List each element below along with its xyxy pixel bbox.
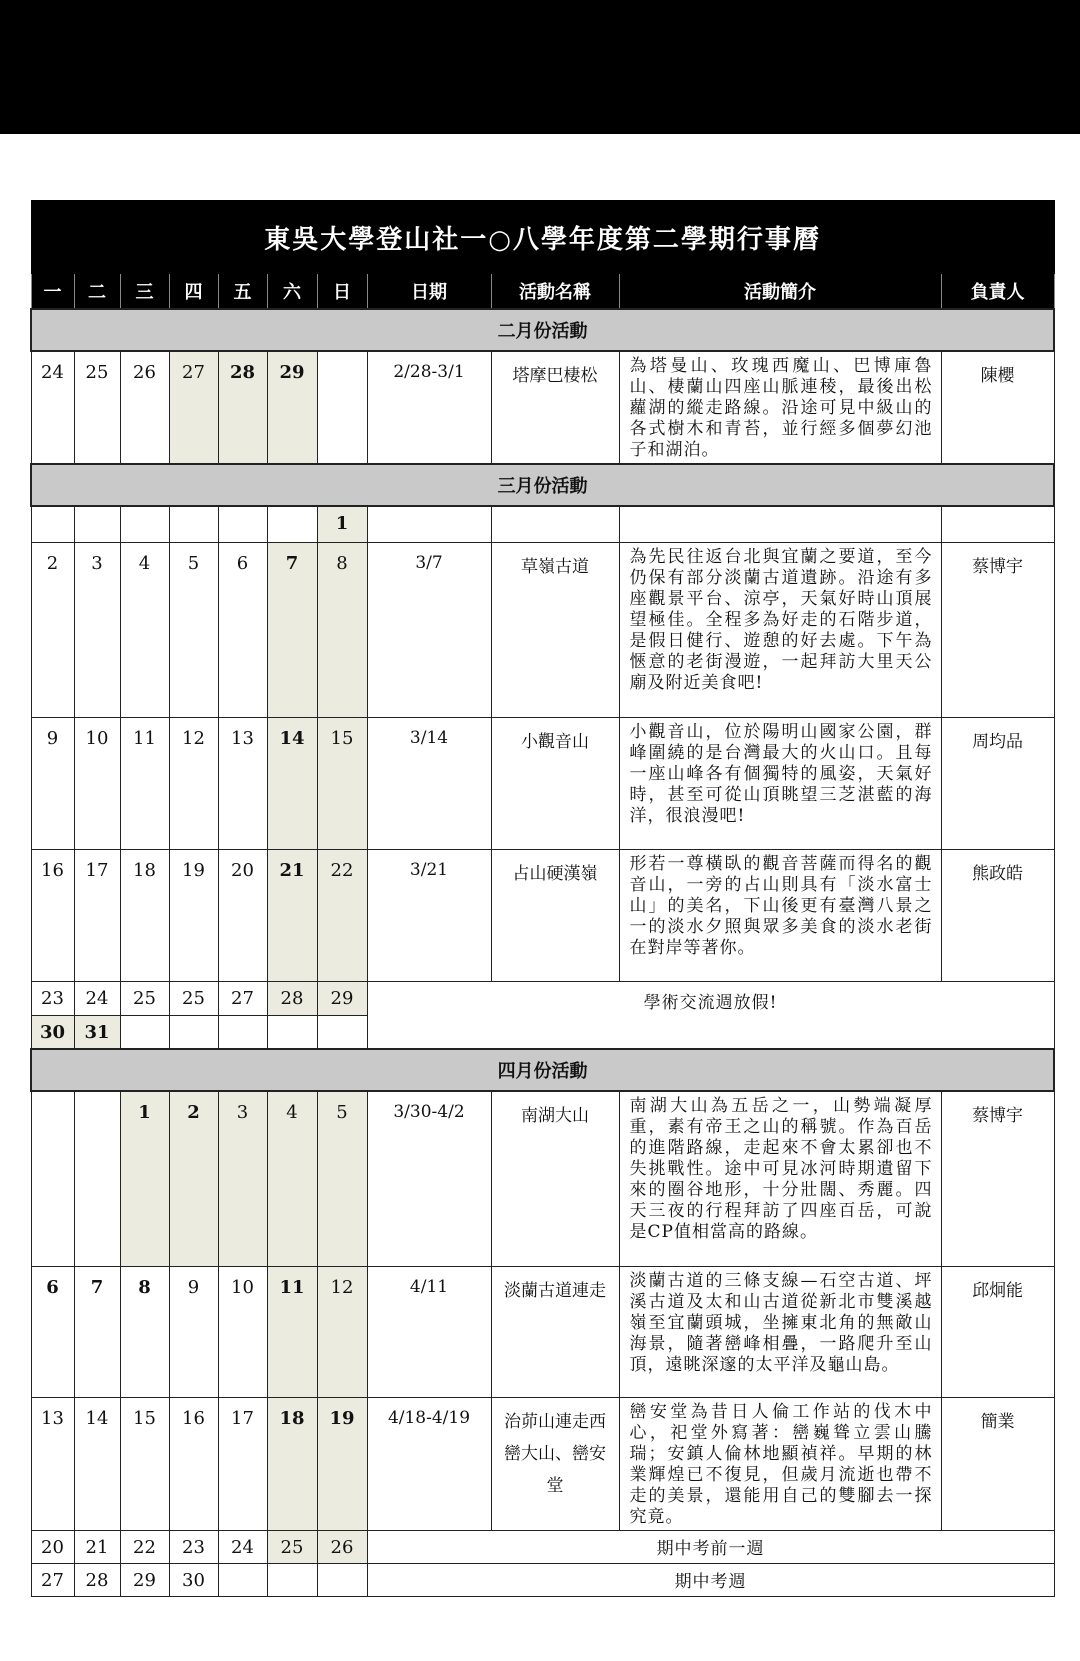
header-activity-name: 活動名稱 [491,274,619,310]
day-cell: 14 [74,1397,120,1530]
day-cell: 19 [317,1397,367,1530]
activity-date [367,506,491,542]
activity-name [491,506,619,542]
day-cell: 7 [74,1266,120,1397]
activity-desc: 為先民往返台北與宜蘭之要道，至今仍保有部分淡蘭古道遺跡。沿途有多座觀景平台、涼亭，天氣好時山頂展望極佳。全程多為好走的石階步道，是假日健行、遊憩的好去處。下午為愜意的老街漫遊，一起拜訪大里天公廟及附近美食吧! [619,542,941,717]
day-cell: 22 [317,849,367,981]
day-cell: 18 [267,1397,317,1530]
activity-name: 草嶺古道 [491,542,619,717]
table-row [31,981,1054,1015]
activity-desc: 小觀音山，位於陽明山國家公園，群峰圍繞的是台灣最大的火山口。且每一座山峰各有個獨特的風姿，天氣好時，甚至可從山頂眺望三芝湛藍的海洋，很浪漫吧! [619,717,941,849]
day-cell [31,506,74,542]
day-cell [120,1015,169,1049]
day-cell: 7 [267,542,317,717]
day-cell [120,506,169,542]
day-cell: 15 [317,717,367,849]
day-cell [267,1563,317,1596]
activity-name: 小觀音山 [491,717,619,849]
day-cell: 12 [169,717,218,849]
day-cell: 19 [169,849,218,981]
day-cell: 1 [317,506,367,542]
day-cell: 17 [74,849,120,981]
header-row [31,274,1054,310]
day-cell [317,1015,367,1049]
header-wed: 三 [120,274,169,310]
table-row [31,542,1054,717]
header-person: 負責人 [941,274,1054,310]
header-date: 日期 [367,274,491,310]
activity-name: 占山硬漢嶺 [491,849,619,981]
day-cell: 30 [31,1015,74,1049]
day-cell: 30 [169,1563,218,1596]
day-cell: 8 [317,542,367,717]
activity-person: 周均品 [941,717,1054,849]
day-cell: 5 [169,542,218,717]
day-cell: 28 [74,1563,120,1596]
month-label-mar: 三月份活動 [31,464,1054,506]
day-cell: 24 [31,351,74,464]
activity-name: 南湖大山 [491,1091,619,1266]
day-cell: 13 [31,1397,74,1530]
day-cell [267,1015,317,1049]
activity-date: 3/14 [367,717,491,849]
table-row [31,1091,1054,1266]
activity-date: 3/7 [367,542,491,717]
header-activity-desc: 活動簡介 [619,274,941,310]
day-cell: 18 [120,849,169,981]
day-cell: 17 [218,1397,267,1530]
day-cell: 20 [31,1530,74,1563]
activity-person: 邱炯能 [941,1266,1054,1397]
day-cell: 23 [31,981,74,1015]
day-cell [31,1091,74,1266]
calendar-table [30,200,1055,1597]
activity-desc: 南湖大山為五岳之一，山勢端凝厚重，素有帝王之山的稱號。作為百岳的進階路線，走起來不會太累卻也不失挑戰性。途中可見冰河時期遺留下來的圈谷地形，十分壯闊、秀麗。四天三夜的行程拜訪了四座百岳，可說是CP值相當高的路線。 [619,1091,941,1266]
day-cell [169,1015,218,1049]
day-cell: 25 [74,351,120,464]
day-cell: 9 [169,1266,218,1397]
activity-person: 蔡博宇 [941,542,1054,717]
activity-date: 2/28-3/1 [367,351,491,464]
table-row [31,1266,1054,1397]
day-cell: 2 [169,1091,218,1266]
activity-person [941,506,1054,542]
day-cell [218,506,267,542]
day-cell: 11 [267,1266,317,1397]
activity-desc [619,506,941,542]
day-cell: 14 [267,717,317,849]
activity-desc: 為塔曼山、玫瑰西魔山、巴博庫魯山、棲蘭山四座山脈連稜，最後出松蘿湖的縱走路線。沿途可見中級山的各式樹木和青苔，並行經多個夢幻池子和湖泊。 [619,351,941,464]
page-title: 東吳大學登山社一○八學年度第二學期行事曆 [31,201,1054,274]
week-note: 期中考前一週 [367,1530,1054,1563]
table-row [31,1397,1054,1530]
activity-name: 塔摩巴棲松 [491,351,619,464]
day-cell: 8 [120,1266,169,1397]
top-black-bar [0,0,1080,134]
header-mon: 一 [31,274,74,310]
day-cell: 3 [218,1091,267,1266]
day-cell: 26 [120,351,169,464]
day-cell: 26 [317,1530,367,1563]
day-cell: 1 [120,1091,169,1266]
day-cell: 24 [74,981,120,1015]
header-tue: 二 [74,274,120,310]
day-cell: 27 [169,351,218,464]
day-cell [317,351,367,464]
day-cell: 24 [218,1530,267,1563]
day-cell [218,1563,267,1596]
day-cell [74,506,120,542]
week-note: 期中考週 [367,1563,1054,1596]
day-cell: 25 [169,981,218,1015]
day-cell: 22 [120,1530,169,1563]
table-row [31,849,1054,981]
day-cell: 27 [31,1563,74,1596]
activity-name: 治茆山連走西巒大山、巒安堂 [491,1397,619,1530]
activity-person: 簡業 [941,1397,1054,1530]
day-cell: 29 [267,351,317,464]
day-cell: 5 [317,1091,367,1266]
day-cell [74,1091,120,1266]
day-cell: 15 [120,1397,169,1530]
table-row [31,506,1054,542]
day-cell: 4 [267,1091,317,1266]
day-cell: 28 [218,351,267,464]
day-cell: 4 [120,542,169,717]
day-cell: 29 [317,981,367,1015]
day-cell: 13 [218,717,267,849]
day-cell: 9 [31,717,74,849]
day-cell: 25 [120,981,169,1015]
table-row [31,351,1054,464]
day-cell: 12 [317,1266,367,1397]
activity-person: 陳櫻 [941,351,1054,464]
day-cell: 29 [120,1563,169,1596]
month-label-feb: 二月份活動 [31,309,1054,351]
activity-date: 4/11 [367,1266,491,1397]
header-sun: 日 [317,274,367,310]
activity-person: 熊政皓 [941,849,1054,981]
day-cell: 3 [74,542,120,717]
header-sat: 六 [267,274,317,310]
day-cell [169,506,218,542]
activity-desc: 巒安堂為昔日人倫工作站的伐木中心，祀堂外寫著：巒巍聳立雲山騰瑞；安鎮人倫林地顯禎祥。早期的林業輝煌已不復見，但歲月流逝也帶不走的美景，還能用自己的雙腳去一探究竟。 [619,1397,941,1530]
activity-desc: 淡蘭古道的三條支線—石空古道、坪溪古道及太和山古道從新北市雙溪越嶺至宜蘭頭城，坐擁東北角的無敵山海景，隨著巒峰相疊，一路爬升至山頂，遠眺深邃的太平洋及龜山島。 [619,1266,941,1397]
activity-date: 4/18-4/19 [367,1397,491,1530]
activity-person: 蔡博宇 [941,1091,1054,1266]
day-cell: 31 [74,1015,120,1049]
day-cell: 21 [267,849,317,981]
day-cell: 11 [120,717,169,849]
calendar-sheet [30,200,1053,1597]
table-row [31,1563,1054,1596]
day-cell: 20 [218,849,267,981]
day-cell: 23 [169,1530,218,1563]
day-cell: 16 [31,849,74,981]
day-cell: 2 [31,542,74,717]
table-row [31,717,1054,849]
week-note: 學術交流週放假! [367,981,1054,1049]
day-cell: 10 [218,1266,267,1397]
day-cell: 21 [74,1530,120,1563]
day-cell [267,506,317,542]
day-cell: 10 [74,717,120,849]
day-cell: 27 [218,981,267,1015]
day-cell: 16 [169,1397,218,1530]
day-cell: 6 [31,1266,74,1397]
table-row [31,1530,1054,1563]
activity-desc: 形若一尊橫臥的觀音菩薩而得名的觀音山，一旁的占山則具有「淡水富士山」的美名，下山後更有臺灣八景之一的淡水夕照與眾多美食的淡水老街在對岸等著你。 [619,849,941,981]
activity-date: 3/30-4/2 [367,1091,491,1266]
day-cell [218,1015,267,1049]
day-cell: 28 [267,981,317,1015]
header-fri: 五 [218,274,267,310]
month-label-apr: 四月份活動 [31,1049,1054,1091]
activity-date: 3/21 [367,849,491,981]
day-cell: 6 [218,542,267,717]
activity-name: 淡蘭古道連走 [491,1266,619,1397]
day-cell: 25 [267,1530,317,1563]
day-cell [317,1563,367,1596]
header-thu: 四 [169,274,218,310]
